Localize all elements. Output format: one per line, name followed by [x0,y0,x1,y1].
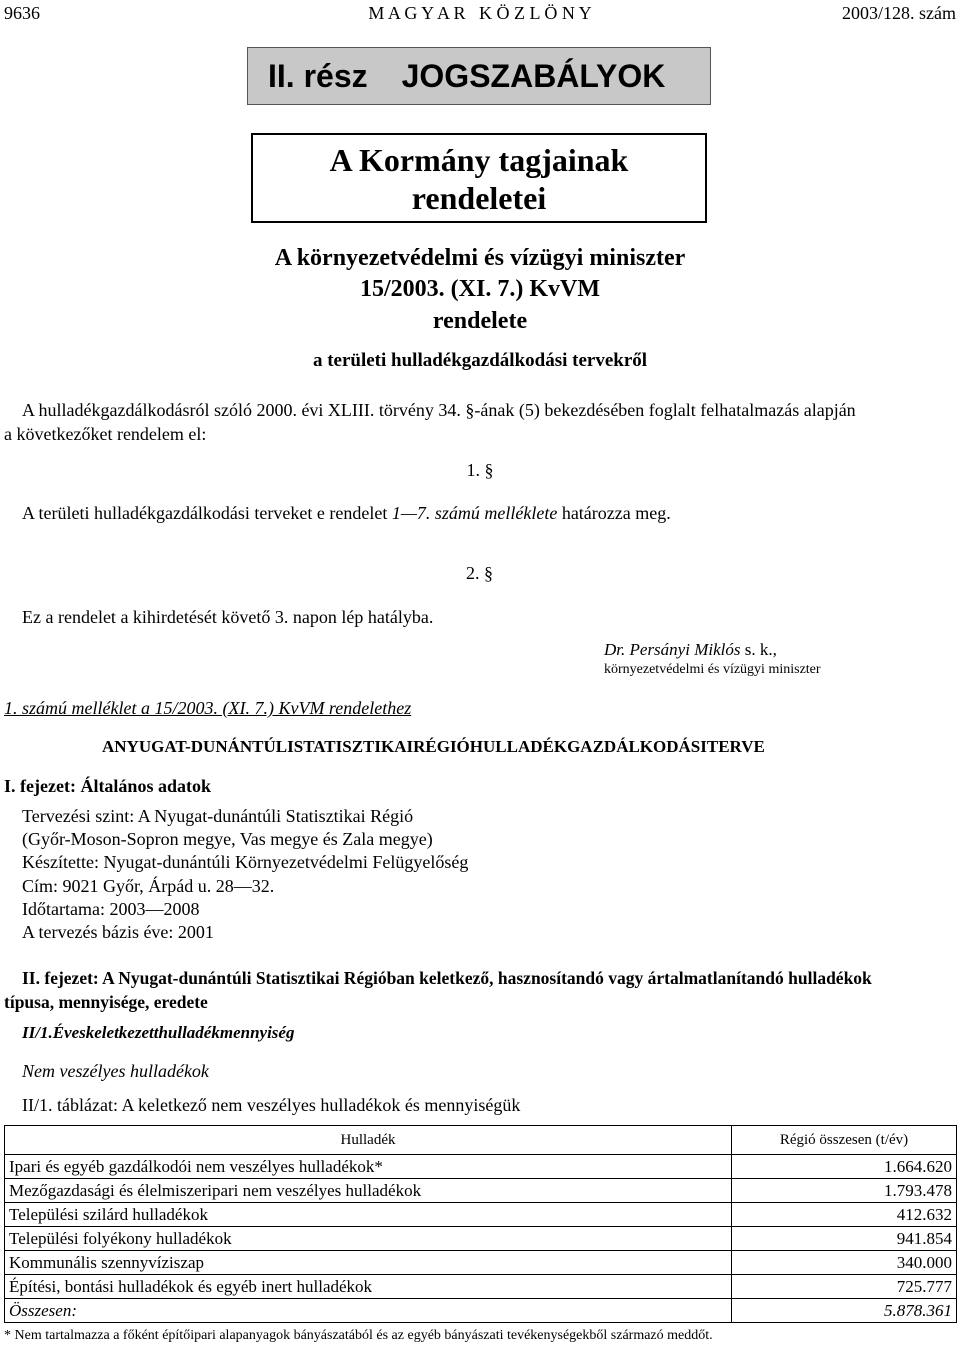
table-total-row [5,1299,957,1323]
table-row [5,1155,957,1179]
part-label: II. rész [268,57,368,94]
table-header-row [5,1126,957,1155]
section-title-line1: A Kormány tagjainak [329,142,629,178]
decree-type: rendelete [432,308,528,334]
general-line-2: (Győr-Moson-Sopron megye, Vas megye és Zala megye) [22,829,433,849]
section-2-mark: 2. § [466,563,493,583]
general-line-3: Készítette: Nyugat-dunántúli Környezetvédelmi Felügyelőség [22,852,469,872]
total-label-cell: Összesen: [5,1299,732,1323]
table-row [5,1275,957,1299]
quantity-cell: 412.632 [732,1203,957,1227]
table-row [5,1203,957,1227]
general-line-4: Cím: 9021 Győr, Árpád u. 28—32. [22,876,275,896]
subsection-title: II/1.Éveskeletkezetthulladékmennyiség [22,1023,295,1042]
footnote: * Nem tartalmazza a főként építőipari alapanyagok bányászatából és az egyéb bányászati tevékenységekből származó meddőt. [4,1328,713,1343]
part-title: JOGSZABÁLYOK [401,57,666,94]
quantity-cell: 1.793.478 [732,1179,957,1203]
section-1-text: A területi hulladékgazdálkodási terveket e rendelet 1—7. számú melléklete határozza meg. [22,503,671,523]
waste-category: Nem veszélyes hulladékok [22,1061,209,1081]
quantity-cell: 340.000 [732,1251,957,1275]
chapter-2-title-line1: II. fejezet: A Nyugat-dunántúli Statisztikai Régióban keletkező, hasznosítandó vagy ártalmatlanítandó hulladékok [22,968,872,988]
chapter-1-title: I. fejezet: Általános adatok [4,776,211,796]
table-row [5,1251,957,1275]
waste-type-cell: Kommunális szennyvíziszap [5,1251,732,1275]
quantity-cell: 941.854 [732,1227,957,1251]
total-value-cell: 5.878.361 [732,1299,957,1323]
table-row [5,1179,957,1203]
preamble-line1: A hulladékgazdálkodásról szóló 2000. évi XLIII. törvény 34. §-ának (5) bekezdésében foglalt felhatalmazás alapján [22,400,856,420]
general-line-6: A tervezés bázis éve: 2001 [22,922,214,942]
column-header-waste: Hulladék [5,1126,732,1155]
annex-heading: ANYUGAT-DUNÁNTÚLISTATISZTIKAIRÉGIÓHULLADÉKGAZDÁLKODÁSITERVE [102,737,765,756]
quantity-cell: 725.777 [732,1275,957,1299]
waste-type-cell: Települési folyékony hulladékok [5,1227,732,1251]
table-row [5,1227,957,1251]
decree-number: 15/2003. (XI. 7.) KvVM [360,276,600,302]
column-header-region-total: Régió összesen (t/év) [732,1126,957,1155]
table-caption: II/1. táblázat: A keletkező nem veszélyes hulladékok és mennyiségük [22,1095,521,1115]
section-1-mark: 1. § [466,460,494,480]
waste-type-cell: Építési, bontási hulladékok és egyéb inert hulladékok [5,1275,732,1299]
part-banner [247,47,711,105]
waste-type-cell: Települési szilárd hulladékok [5,1203,732,1227]
waste-type-cell: Mezőgazdasági és élelmiszeripari nem veszélyes hulladékok [5,1179,732,1203]
section-box [251,133,707,223]
general-line-5: Időtartama: 2003—2008 [22,899,200,919]
chapter-2-title-line2: típusa, mennyisége, eredete [4,992,208,1012]
waste-table [4,1125,957,1323]
preamble-line2: a következőket rendelem el: [4,424,207,444]
journal-title: M A G Y A R K Ö Z L Ö N Y [368,3,592,23]
quantity-cell: 1.664.620 [732,1155,957,1179]
annex-label: 1. számú melléklet a 15/2003. (XI. 7.) KvVM rendelethez [4,698,412,718]
page-number: 9636 [4,3,40,23]
decree-issuer: A környezetvédelmi és vízügyi miniszter [274,245,686,271]
general-line-1: Tervezési szint: A Nyugat-dunántúli Statisztikai Régió [22,806,414,826]
signatory-title: környezetvédelmi és vízügyi miniszter [604,662,821,677]
section-title-line2: rendeletei [411,180,547,216]
waste-type-cell: Ipari és egyéb gazdálkodói nem veszélyes hulladékok* [5,1155,732,1179]
decree-subject: a területi hulladékgazdálkodási tervekről [312,350,648,371]
section-2-text: Ez a rendelet a kihirdetését követő 3. napon lép hatályba. [22,607,434,627]
issue-number: 2003/128. szám [842,3,956,23]
signatory-name: Dr. Persányi Miklós s. k., [604,640,777,659]
